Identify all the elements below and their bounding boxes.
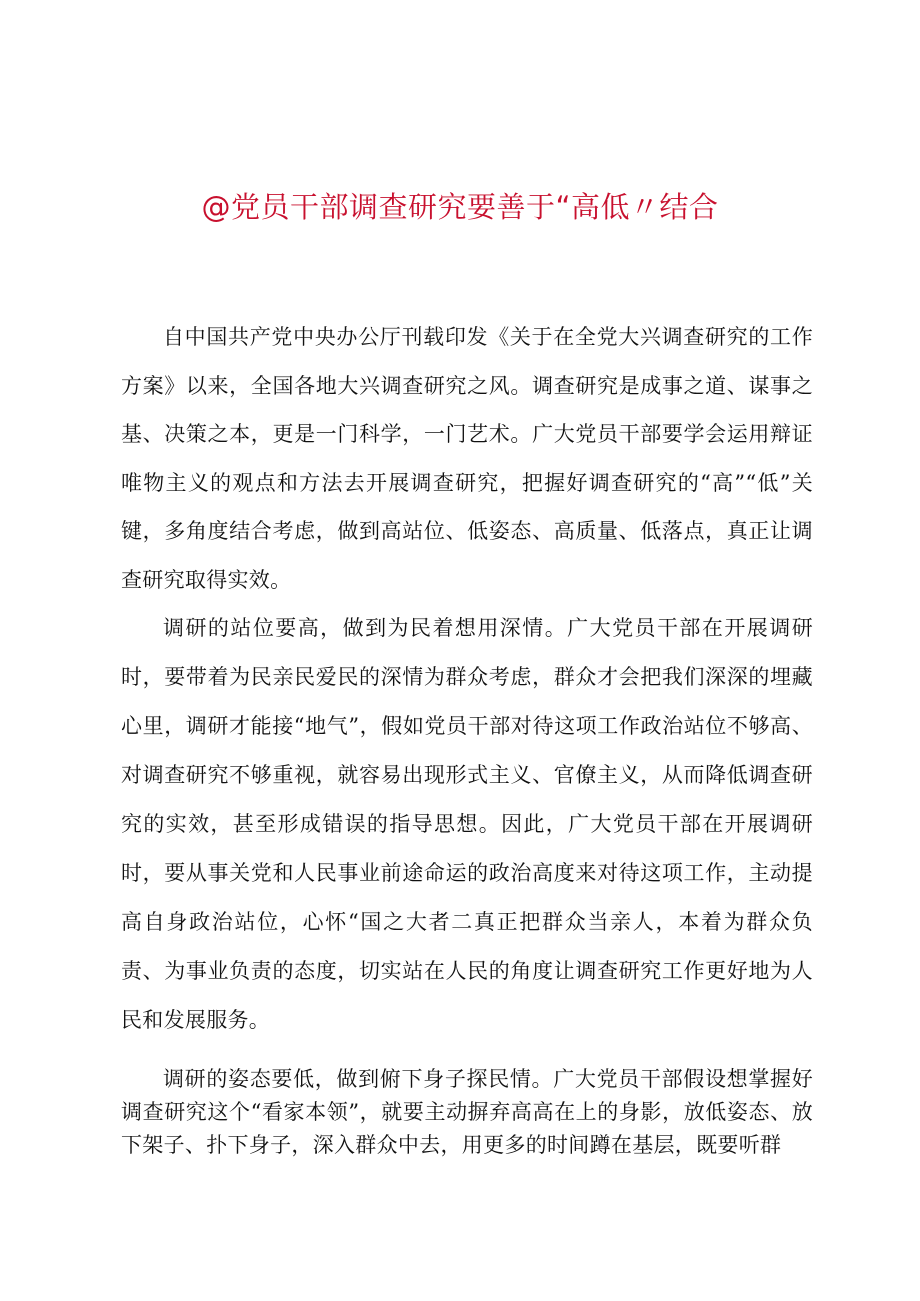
document-title: @党员干部调查研究要善于“高低〃结合 xyxy=(201,190,719,224)
paragraph-intro: 自中国共产党中央办公厅刊载印发《关于在全党大兴调查研究的工作方案》以来，全国各地大兴调查研究之风。调查研究是成事之道、谋事之基、决策之本，更是一门科学，一门艺术。广大党员干部要学会运用辩证唯物主义的观点和方法去开展调查研究，把握好调查研究的“高”“低”关键，多角度结合考虑，做到高站位、低姿态、高质量、低落点，真正让调查研究取得实效。 xyxy=(121,325,813,592)
paragraph-high-stance: 调研的站位要高，做到为民着想用深情。广大党员干部在开展调研时，要带着为民亲民爱民的深情为群众考虑，群众才会把我们深深的埋藏心里，调研才能接“地气”，假如党员干部对待这项工作政治站位不够高、对调查研究不够重视，就容易出现形式主义、官僚主义，从而降低调查研究的实效，甚至形成错误的指导思想。因此，广大党员干部在开展调研时，要从事关党和人民事业前途命运的政治高度来对待这项工作，主动提高自身政治站位，心怀“国之大者二真正把群众当亲人，本着为群众负责、为事业负责的态度，切实站在人民的角度让调查研究工作更好地为人民和发展服务。 xyxy=(121,616,813,1032)
paragraph-low-posture: 调研的姿态要低，做到俯下身子探民情。广大党员干部假设想掌握好调查研究这个“看家本领”，就要主动摒弃高高在上的身影，放低姿态、放下架子、扑下身子，深入群众中去，用更多的时间蹲在基层，既要听群 xyxy=(121,1067,813,1157)
